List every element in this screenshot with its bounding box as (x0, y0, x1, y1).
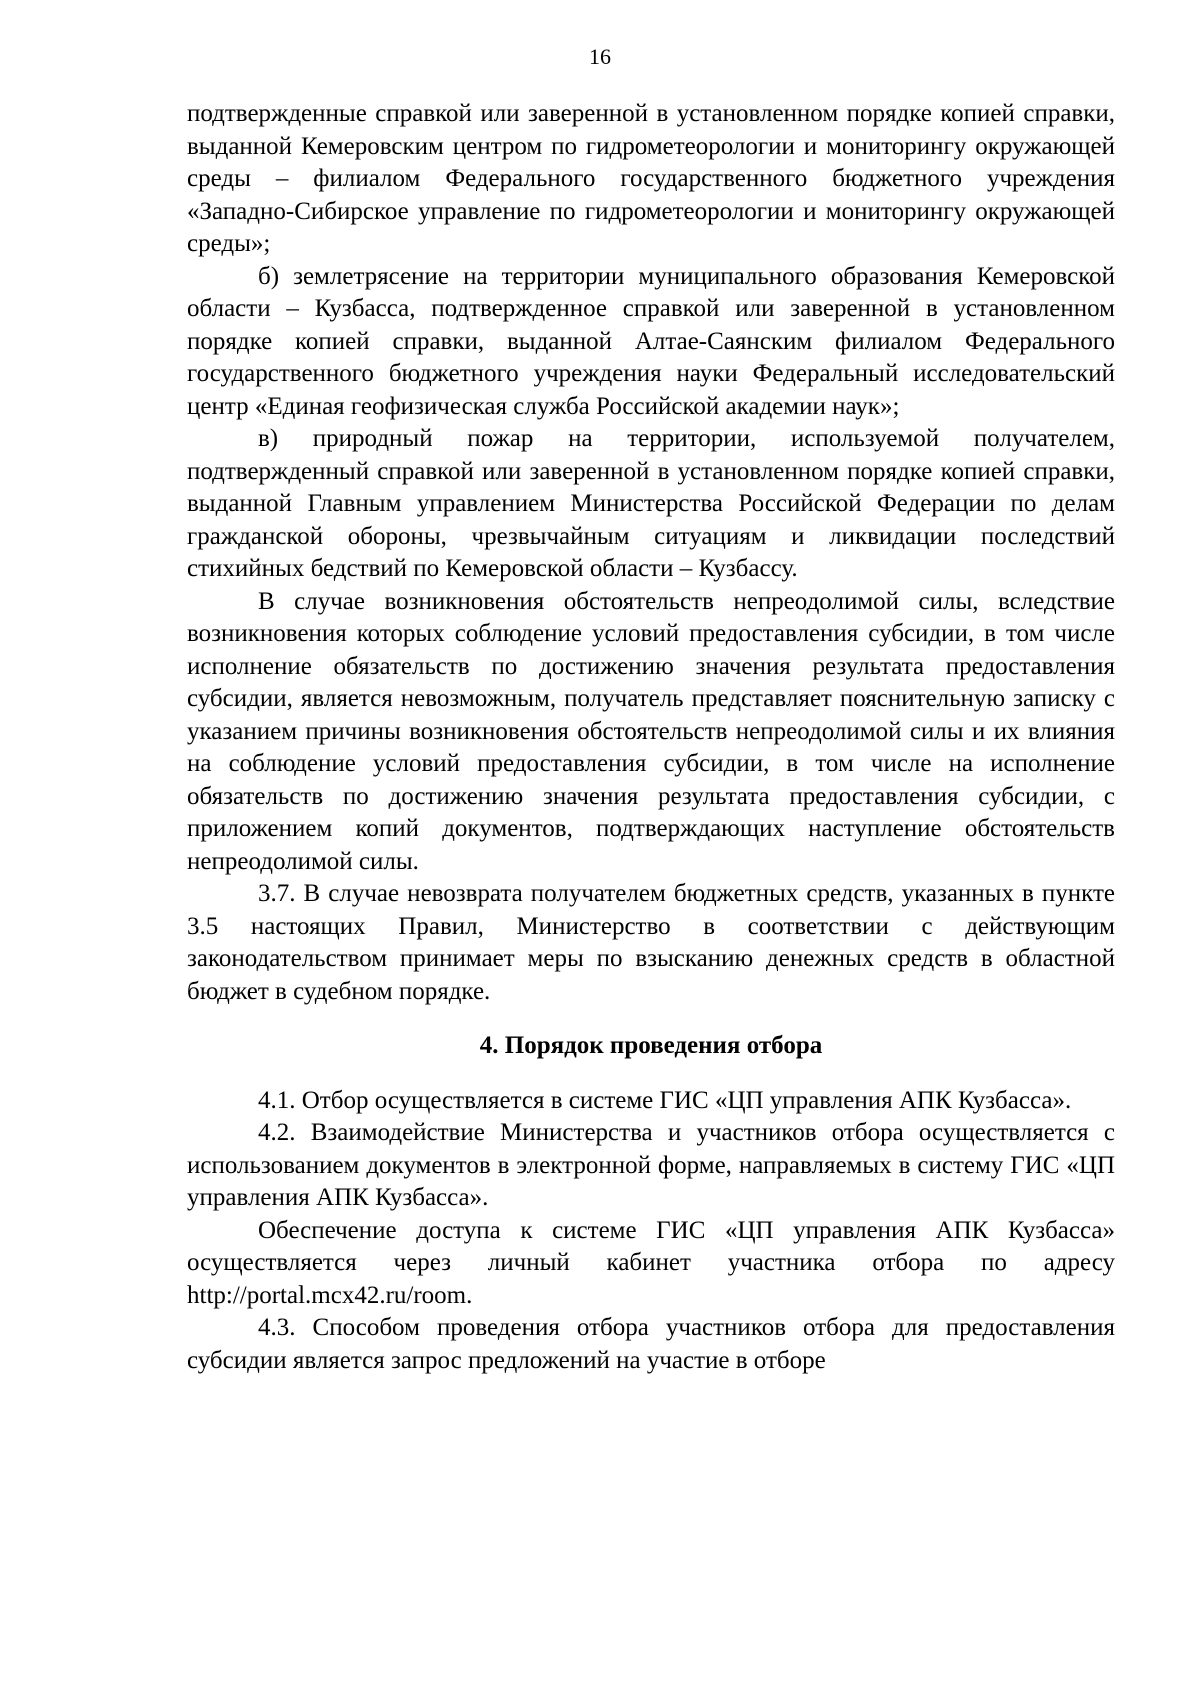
paragraph-4-2: 4.2. Взаимодействие Министерства и участников отбора осуществляется с использованием документов в электронной форме, направляемых в систему ГИС «ЦП управления АПК Кузбасса». (187, 1119, 1115, 1211)
section-heading: 4. Порядок проведения отбора (479, 1032, 823, 1059)
paragraph-access: Обеспечение доступа к системе ГИС «ЦП управления АПК Кузбасса» осуществляется через личный кабинет участника отбора по адресу http://portal.mcx42.ru/room. (187, 1216, 1115, 1309)
page-number: 16 (589, 44, 611, 69)
paragraph-wildfire: в) природный пожар на территории, используемой получателем, подтвержденный справкой или заверенной в установленном порядке копией справки, выданной Главным управлением Министерства Российской Федерации по делам гражданской обороны, чрезвычайным ситуациям и ликвидации последствий стихийных бедствий по Кемеровской области – Кузбассу. (187, 425, 1115, 582)
paragraph-3-7: 3.7. В случае невозврата получателем бюджетных средств, указанных в пункте 3.5 настоящих Правил, Министерство в соответствии с действующим законодательством принимает меры по взысканию денежных средств в областной бюджет в судебном порядке. (187, 880, 1115, 1005)
paragraph-force-majeure: В случае возникновения обстоятельств непреодолимой силы, вследствие возникновения которых соблюдение условий предоставления субсидии, в том числе исполнение обязательств по достижению значения результата предоставления субсидии, является невозможным, получатель представляет пояснительную записку с указанием причины возникновения обстоятельств непреодолимой силы и их влияния на соблюдение условий предоставления субсидии, в том числе на исполнение обязательств по достижению значения результата предоставления субсидии, с приложением копий документов, подтверждающих наступление обстоятельств непреодолимой силы. (187, 587, 1115, 875)
paragraph-4-3: 4.3. Способом проведения отбора участников отбора для предоставления субсидии является запрос предложений на участие в отборе (187, 1314, 1115, 1374)
document-body (187, 98, 1115, 1377)
paragraph-4-1: 4.1. Отбор осуществляется в системе ГИС «ЦП управления АПК Кузбасса». (258, 1086, 1072, 1114)
paragraph-earthquake: б) землетрясение на территории муниципального образования Кемеровской области – Кузбасса, подтвержденное справкой или заверенной в установленном порядке копией справки, выданной Алтае-Саянским филиалом Федерального государственного бюджетного учреждения науки Федеральный исследовательский центр «Единая геофизическая служба Российской академии наук»; (187, 262, 1115, 420)
paragraph-hydromet-certificate: подтвержденные справкой или заверенной в установленном порядке копией справки, выданной Кемеровским центром по гидрометеорологии и мониторингу окружающей среды – филиалом Федерального государственного бюджетного учреждения «Западно-Сибирское управление по гидрометеорологии и мониторингу окружающей среды»; (187, 100, 1115, 257)
